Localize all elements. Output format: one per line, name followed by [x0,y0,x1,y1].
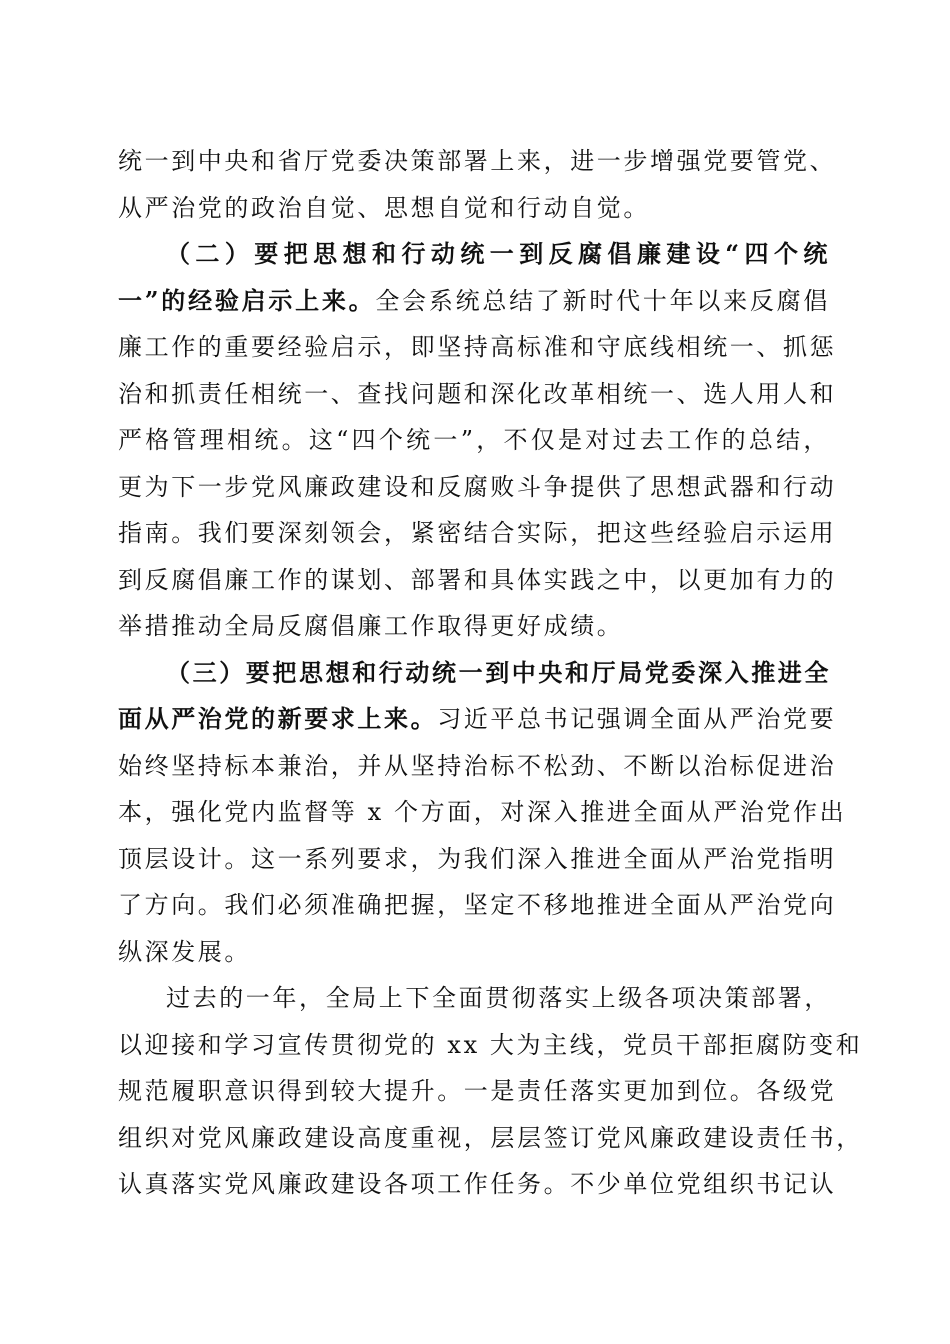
paragraph-1-line-2: 从严治党的政治自觉、思想自觉和行动自觉。 [118,193,650,222]
paragraph-3-line-2: 始终坚持标本兼治，并从坚持治标不松劲、不断以治标促进治 [118,751,837,780]
paragraph-2-heading-line-1 [118,231,830,278]
paragraph-4-line-3: 规范履职意识得到较大提升。一是责任落实更加到位。各级党 [118,1077,837,1105]
paragraph-2-text: 全会系统总结了新时代十年以来反腐倡 [375,286,830,315]
section-heading-3-cont: 面从严治党的新要求上来。 [118,704,438,733]
paragraph-3-text: 习近平总书记强调全面从严治党要 [437,705,837,733]
paragraph-3-line-6: 纵深发展。 [118,937,251,966]
paragraph-2-line-7: 到反腐倡廉工作的谋划、部署和具体实践之中，以更加有力的 [118,565,837,594]
paragraph-3-heading-line-1 [118,650,830,697]
paragraph-1-line-1: 统一到中央和省厅党委决策部署上来，进一步增强党要管党、 [118,147,837,175]
section-heading-3: （三）要把思想和行动统一到中央和厅局党委深入推进全 [166,657,831,687]
paragraph-4-line-2: 以迎接和学习宣传贯彻党的 xx 大为主线，党员干部拒腐防变和 [118,1030,863,1059]
paragraph-3-line-4: 顶层设计。这一系列要求，为我们深入推进全面从严治党指明 [118,844,837,873]
paragraph-4-line-4: 组织对党风廉政建设高度重视，层层签订党风廉政建设责任书， [118,1123,863,1152]
paragraph-3-line-3: 本，强化党内监督等 x 个方面，对深入推进全面从严治党作出 [118,798,847,826]
paragraph-2-line-6: 指南。我们要深刻领会，紧密结合实际，把这些经验启示运用 [118,519,837,547]
section-heading-2-cont: 一”的经验启示上来。 [118,285,376,315]
paragraph-2-line-1 [118,278,830,325]
paragraph-2-line-5: 更为下一步党风廉政建设和反腐败斗争提供了思想武器和行动 [118,472,837,501]
paragraph-4-line-1: 过去的一年，全局上下全面贯彻落实上级各项决策部署， [166,984,831,1012]
paragraph-2-line-8: 举措推动全局反腐倡廉工作取得更好成绩。 [118,612,624,640]
paragraph-4-line-5: 认真落实党风廉政建设各项工作任务。不少单位党组织书记认 [118,1170,837,1198]
paragraph-2-line-2: 廉工作的重要经验启示，即坚持高标准和守底线相统一、抓惩 [118,333,837,361]
paragraph-2-line-4: 严格管理相统。这“四个统一”，不仅是对过去工作的总结， [118,426,830,454]
paragraph-3-line-1 [118,696,837,743]
paragraph-2-line-3: 治和抓责任相统一、查找问题和深化改革相统一、选人用人和 [118,379,837,408]
document-page [118,138,863,1208]
section-heading-2: （二）要把思想和行动统一到反腐倡廉建设“四个统 [166,239,830,268]
paragraph-3-line-5: 了方向。我们必须准确把握，坚定不移地推进全面从严治党向 [118,891,837,919]
